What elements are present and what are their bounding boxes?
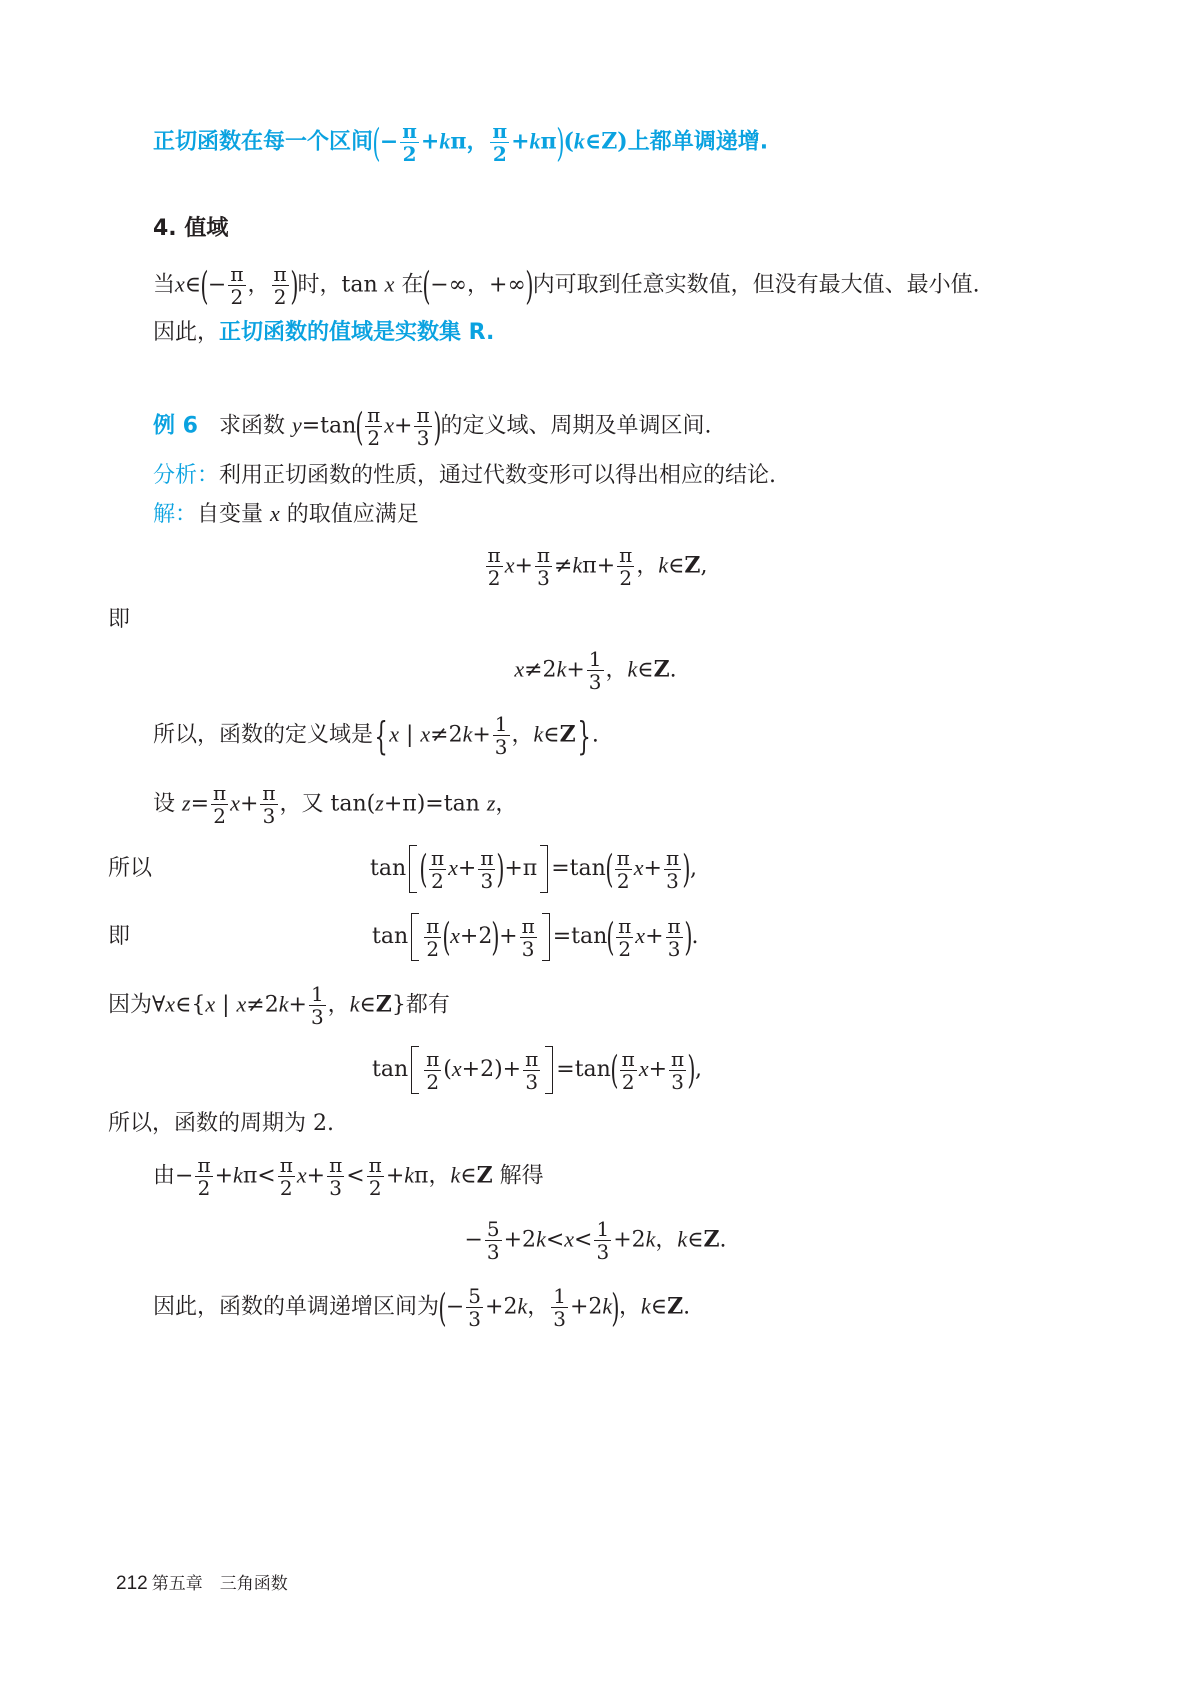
equation-tan-period: tan $\frac{\pi}{2}$ (x+2)+ $\frac{\pi}{3}$ =tan( $\frac{\pi}{2}$ x+ $\frac{\pi}{3}$ ).: [372, 913, 699, 961]
solution-label: 解：: [153, 502, 198, 527]
domain-line: 所以，函数的定义域是{x | x≠2k+ $\frac{1}{3}$ ，k∈Z}.: [153, 712, 599, 759]
period-line: 所以，函数的周期为 2.: [108, 1111, 334, 1136]
range-text-b: 时，tan: [297, 272, 378, 298]
domain-intro: 所以，函数的定义域是: [153, 722, 374, 748]
solution-text-b: 的取值应满足: [286, 502, 419, 527]
range-text-a: 当: [153, 272, 176, 298]
also-text: ，又: [279, 791, 324, 817]
substitution-line: 设 z= $\frac{\pi}{2}$ x+ $\frac{\pi}{3}$ ，又 tan(z+π)=tan z，: [153, 781, 518, 828]
page-number: 212: [116, 1573, 148, 1594]
solution-line: 解：自变量 x 的取值应满足: [153, 501, 419, 527]
monotonic-text-after: 上都单调递增.: [627, 129, 769, 155]
equation-tan-period-2: tan $\frac{\pi}{2}$ (x+2)+ $\frac{\pi}{3}$ =tan( $\frac{\pi}{2}$ x+ $\frac{\pi}{3}$ ),: [372, 1046, 702, 1094]
chapter-title: 第五章 三角函数: [151, 1574, 288, 1594]
example-prompt-b: 的定义域、周期及单调区间.: [440, 413, 712, 439]
range-text-therefore: 因此，: [153, 320, 220, 345]
example-prompt-a: 求函数: [218, 413, 285, 439]
analysis-text: 利用正切函数的性质，通过代数变形可以得出相应的结论.: [219, 463, 777, 488]
suoyi-label: 所以: [108, 856, 153, 881]
section-heading: 4. 值域: [153, 216, 229, 241]
range-conclusion: 正切函数的值域是实数集 R.: [219, 320, 495, 345]
page-footer: [116, 1574, 288, 1593]
equation-x: x≠2k+ $\frac{1}{3}$ ，k∈Z.: [514, 647, 677, 694]
analysis-line: [153, 465, 776, 487]
monotonic-statement: 正切函数在每一个区间(− $\frac{\pi}{2}$ +kπ， $\frac{\pi}{2}$ +kπ)(k∈Z)上都单调递增.: [153, 119, 769, 166]
range-line-2: [153, 322, 494, 344]
equation-tan-shift: tan ( $\frac{\pi}{2}$ x+ $\frac{\pi}{3}$ )+π =tan( $\frac{\pi}{2}$ x+ $\frac{\pi}{3}$ ),: [370, 845, 697, 893]
equation-condition: $\frac{\pi}{2}$ x+ $\frac{\pi}{3}$ ≠kπ+ $\frac{\pi}{2}$ ，k∈Z,: [487, 543, 708, 590]
interval-intro: 因此，函数的单调递增区间为: [153, 1294, 440, 1320]
analysis-label: 分析：: [153, 463, 220, 488]
equation-inequality-result: − $\frac{5}{3}$ +2k<x< $\frac{1}{3}$ +2k，k∈Z.: [464, 1217, 727, 1264]
solve-text: 解得: [499, 1163, 544, 1189]
range-text-d: 内可取到任意实数值，但没有最大值、最小值.: [532, 272, 980, 298]
range-line-1: 当x∈(− $\frac{\pi}{2}$ ， $\frac{\pi}{2}$ )时，tan x 在(−∞，+∞)内可取到任意实数值，但没有最大值、最小值.: [153, 262, 980, 309]
example-label: 例 6: [153, 413, 198, 439]
because-line: 因为∀x∈{x | x≠2k+ $\frac{1}{3}$ ，k∈Z}都有: [108, 982, 450, 1029]
ji-label-2: 即: [108, 924, 131, 949]
solution-text-a: 自变量: [197, 502, 264, 527]
inequality-line: 由− $\frac{\pi}{2}$ +kπ< $\frac{\pi}{2}$ x+ $\frac{\pi}{3}$ < $\frac{\pi}{2}$ +kπ，k∈Z 解得: [153, 1153, 544, 1200]
range-text-c: 在: [401, 272, 424, 298]
because-text: 因为: [108, 992, 153, 1018]
ji-label-1: 即: [108, 607, 131, 632]
dou-you-text: 都有: [405, 992, 450, 1018]
monotonic-text-before: 正切函数在每一个区间: [153, 129, 374, 155]
from-text: 由: [153, 1163, 176, 1189]
example-6: 例 6 求函数 y=tan( $\frac{\pi}{2}$ x+ $\frac{\pi}{3}$ )的定义域、周期及单调区间.: [153, 403, 712, 450]
interval-line: 因此，函数的单调递增区间为(− $\frac{5}{3}$ +2k， $\frac{1}{3}$ +2k)，k∈Z.: [153, 1284, 691, 1331]
set-text: 设: [153, 791, 176, 817]
